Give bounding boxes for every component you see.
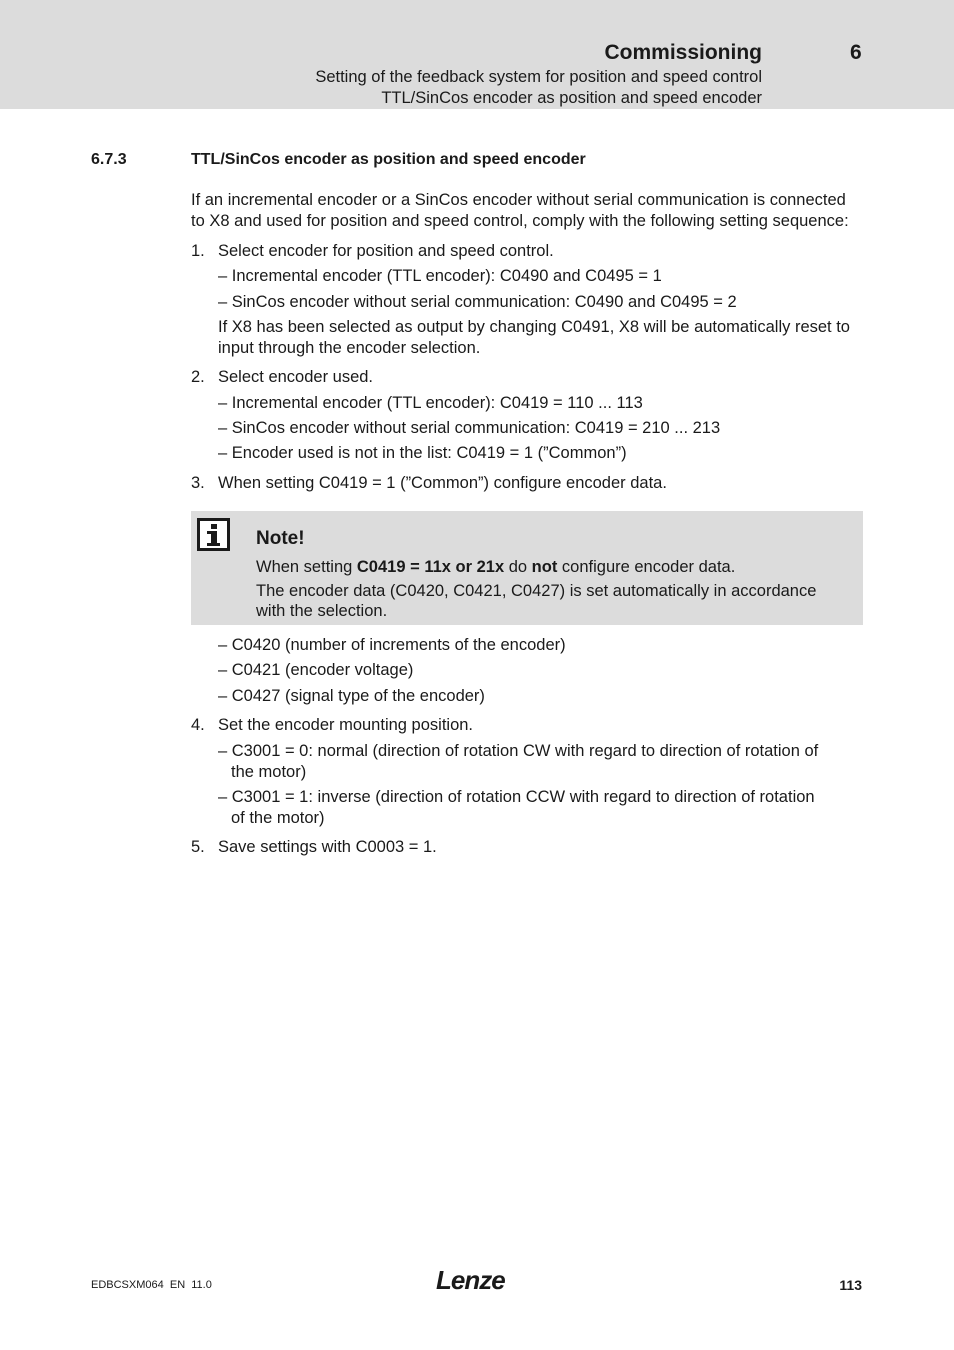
chapter-number: 6 bbox=[850, 41, 862, 64]
step-4-item-1-line-2: the motor) bbox=[231, 763, 307, 781]
footer-doc-id: EDBCSXM064 EN 11.0 bbox=[91, 1279, 212, 1291]
step-4-item-2-line-1: – C3001 = 1: inverse (direction of rotation CCW with regard to direction of rotation bbox=[218, 788, 815, 806]
step-4-text: Set the encoder mounting position. bbox=[218, 716, 474, 734]
header-subtitle-2: TTL/SinCos encoder as position and speed encoder bbox=[381, 89, 762, 107]
step-5-number: 5. bbox=[191, 838, 205, 856]
step-3-item-1: – C0420 (number of increments of the encoder) bbox=[218, 636, 566, 654]
note-line-3: with the selection. bbox=[256, 602, 388, 620]
note-line-1-bold: C0419 = 11x or 21x bbox=[356, 558, 505, 576]
chapter-title: Commissioning bbox=[604, 41, 762, 64]
step-3-item-3: – C0427 (signal type of the encoder) bbox=[218, 687, 485, 705]
step-2-item-1: – Incremental encoder (TTL encoder): C0419 = 110 ... 113 bbox=[218, 394, 643, 412]
step-2-text: Select encoder used. bbox=[218, 368, 374, 386]
step-1-text: Select encoder for position and speed control. bbox=[218, 242, 554, 260]
logo-text: Lenze bbox=[436, 1265, 505, 1295]
step-3-text: When setting C0419 = 1 (”Common”) configure encoder data. bbox=[218, 474, 667, 492]
page-number: 113 bbox=[839, 1277, 862, 1293]
step-3-number: 3. bbox=[191, 474, 205, 492]
note-line-2: The encoder data (C0420, C0421, C0427) is set automatically in accordance bbox=[256, 582, 817, 600]
step-4-number: 4. bbox=[191, 716, 205, 734]
step-1-item-2: – SinCos encoder without serial communication: C0490 and C0495 = 2 bbox=[218, 293, 737, 311]
lenze-logo bbox=[436, 1265, 516, 1295]
step-1-item-1: – Incremental encoder (TTL encoder): C0490 and C0495 = 1 bbox=[218, 267, 662, 285]
step-2-number: 2. bbox=[191, 368, 205, 386]
step-1-note-line-2: input through the encoder selection. bbox=[218, 339, 481, 357]
note-line-1-bold-2: not bbox=[531, 558, 558, 576]
section-number: 6.7.3 bbox=[91, 151, 127, 168]
section-title: TTL/SinCos encoder as position and speed encoder bbox=[191, 151, 586, 168]
step-2-item-3: – Encoder used is not in the list: C0419 = 1 (”Common”) bbox=[218, 444, 627, 462]
step-3-item-2: – C0421 (encoder voltage) bbox=[218, 661, 414, 679]
header-subtitle-1: Setting of the feedback system for position and speed control bbox=[315, 68, 762, 86]
info-icon bbox=[197, 518, 230, 551]
note-line-1-mid: do bbox=[504, 558, 532, 576]
note-title: Note! bbox=[256, 528, 305, 549]
note-line-1-post: configure encoder data. bbox=[557, 558, 736, 576]
note-line-1-pre: When setting bbox=[256, 558, 357, 576]
intro-line-1: If an incremental encoder or a SinCos encoder without serial communication is connected bbox=[191, 191, 846, 209]
step-1-number: 1. bbox=[191, 242, 205, 260]
step-5-text: Save settings with C0003 = 1. bbox=[218, 838, 437, 856]
intro-line-2: to X8 and used for position and speed control, comply with the following setting sequence: bbox=[191, 212, 849, 230]
step-2-item-2: – SinCos encoder without serial communication: C0419 = 210 ... 213 bbox=[218, 419, 721, 437]
note-line-1 bbox=[256, 557, 735, 578]
step-4-item-2-line-2: of the motor) bbox=[231, 809, 325, 827]
step-1-note-line-1: If X8 has been selected as output by changing C0491, X8 will be automatically reset to bbox=[218, 318, 850, 336]
step-4-item-1-line-1: – C3001 = 0: normal (direction of rotation CW with regard to direction of rotation of bbox=[218, 742, 819, 760]
